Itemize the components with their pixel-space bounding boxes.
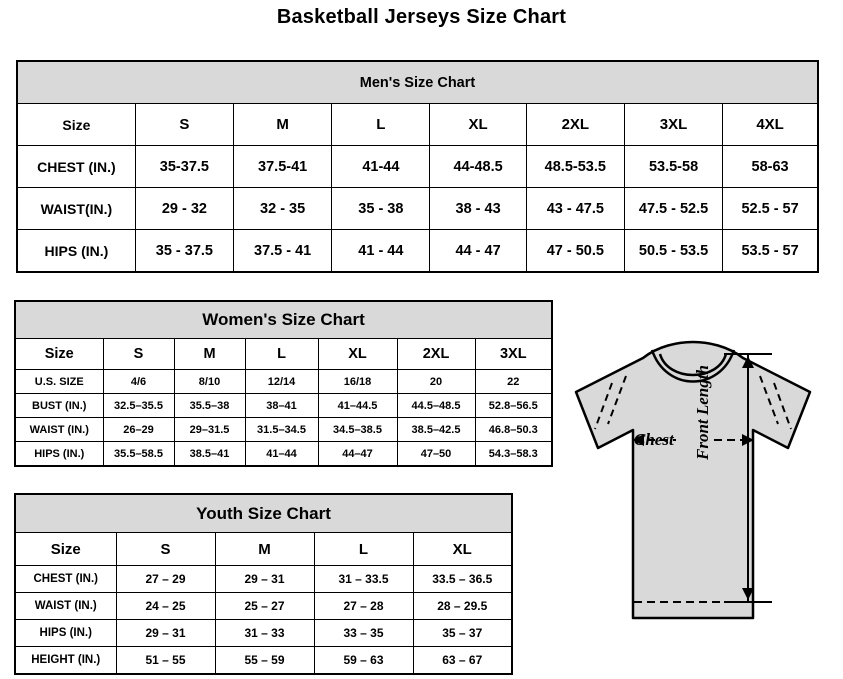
- cell-hips-s: 35 - 37.5: [135, 230, 233, 273]
- cell-waist-4xl: 52.5 - 57: [723, 188, 818, 230]
- cell-waist-2xl: 43 - 47.5: [526, 188, 624, 230]
- cell-hips-3xl: 50.5 - 53.5: [624, 230, 722, 273]
- column-header-s: S: [103, 339, 174, 370]
- row-label-hips: HIPS (IN.): [15, 442, 103, 467]
- mens-chart-caption: Men's Size Chart: [17, 61, 818, 104]
- cell-waist-l: 27 – 28: [314, 593, 413, 620]
- cell-waist-xl: 28 – 29.5: [413, 593, 512, 620]
- cell-waist-s: 26–29: [103, 418, 174, 442]
- table-row: [15, 566, 512, 593]
- column-header-size: Size: [17, 104, 135, 146]
- cell-bust-s: 32.5–35.5: [103, 394, 174, 418]
- row-label-chest: CHEST (IN.): [17, 146, 135, 188]
- cell-chest-4xl: 58-63: [723, 146, 818, 188]
- column-header-l: L: [245, 339, 318, 370]
- page-title: Basketball Jerseys Size Chart: [276, 6, 567, 28]
- cell-hips-s: 29 – 31: [116, 620, 215, 647]
- cell-hips-l: 41–44: [245, 442, 318, 467]
- table-caption-row: [15, 301, 552, 339]
- cell-us-size-2xl: 20: [397, 370, 475, 394]
- table-row: [17, 230, 818, 273]
- youth-chart-caption: Youth Size Chart: [15, 494, 512, 533]
- cell-chest-s: 27 – 29: [116, 566, 215, 593]
- row-label-us-size: U.S. SIZE: [15, 370, 103, 394]
- cell-chest-xl: 44-48.5: [430, 146, 526, 188]
- row-label-hips: HIPS (IN.): [17, 230, 135, 273]
- cell-bust-m: 35.5–38: [174, 394, 245, 418]
- column-header-4xl: 4XL: [723, 104, 818, 146]
- column-header-m: M: [215, 533, 314, 566]
- table-row: [15, 647, 512, 675]
- cell-hips-l: 41 - 44: [332, 230, 430, 273]
- cell-waist-3xl: 46.8–50.3: [475, 418, 552, 442]
- cell-bust-l: 38–41: [245, 394, 318, 418]
- cell-waist-m: 29–31.5: [174, 418, 245, 442]
- cell-height-m: 55 – 59: [215, 647, 314, 675]
- table-row: [17, 146, 818, 188]
- cell-waist-l: 35 - 38: [332, 188, 430, 230]
- cell-waist-s: 24 – 25: [116, 593, 215, 620]
- table-caption-row: [17, 61, 818, 104]
- cell-us-size-3xl: 22: [475, 370, 552, 394]
- cell-chest-s: 35-37.5: [135, 146, 233, 188]
- column-header-size: Size: [15, 339, 103, 370]
- cell-hips-3xl: 54.3–58.3: [475, 442, 552, 467]
- column-header-size: Size: [15, 533, 116, 566]
- table-header-row: [17, 104, 818, 146]
- table-header-row: [15, 533, 512, 566]
- cell-bust-2xl: 44.5–48.5: [397, 394, 475, 418]
- column-header-2xl: 2XL: [397, 339, 475, 370]
- table-row: [15, 593, 512, 620]
- cell-chest-2xl: 48.5-53.5: [526, 146, 624, 188]
- cell-waist-2xl: 38.5–42.5: [397, 418, 475, 442]
- front-length-measurement-label: Front Length: [693, 365, 712, 460]
- column-header-3xl: 3XL: [475, 339, 552, 370]
- row-label-chest: CHEST (IN.): [15, 566, 116, 593]
- row-label-waist: WAIST(IN.): [17, 188, 135, 230]
- cell-us-size-s: 4/6: [103, 370, 174, 394]
- cell-bust-xl: 41–44.5: [318, 394, 397, 418]
- cell-waist-l: 31.5–34.5: [245, 418, 318, 442]
- column-header-2xl: 2XL: [526, 104, 624, 146]
- cell-us-size-xl: 16/18: [318, 370, 397, 394]
- column-header-m: M: [234, 104, 332, 146]
- table-row: [17, 188, 818, 230]
- table-row: [15, 418, 552, 442]
- column-header-s: S: [135, 104, 233, 146]
- table-row: [15, 620, 512, 647]
- column-header-3xl: 3XL: [624, 104, 722, 146]
- cell-hips-l: 33 – 35: [314, 620, 413, 647]
- cell-hips-s: 35.5–58.5: [103, 442, 174, 467]
- cell-hips-4xl: 53.5 - 57: [723, 230, 818, 273]
- table-caption-row: [15, 494, 512, 533]
- column-header-xl: XL: [318, 339, 397, 370]
- cell-hips-xl: 35 – 37: [413, 620, 512, 647]
- cell-height-s: 51 – 55: [116, 647, 215, 675]
- cell-chest-m: 37.5-41: [234, 146, 332, 188]
- column-header-xl: XL: [413, 533, 512, 566]
- mens-size-chart-table: [16, 60, 819, 273]
- table-header-row: [15, 339, 552, 370]
- cell-hips-xl: 44 - 47: [430, 230, 526, 273]
- cell-hips-m: 31 – 33: [215, 620, 314, 647]
- womens-chart-caption: Women's Size Chart: [15, 301, 552, 339]
- row-label-waist: WAIST (IN.): [15, 593, 116, 620]
- cell-height-l: 59 – 63: [314, 647, 413, 675]
- cell-height-xl: 63 – 67: [413, 647, 512, 675]
- row-label-hips: HIPS (IN.): [15, 620, 116, 647]
- cell-hips-2xl: 47 - 50.5: [526, 230, 624, 273]
- cell-waist-xl: 34.5–38.5: [318, 418, 397, 442]
- cell-waist-m: 32 - 35: [234, 188, 332, 230]
- youth-size-chart-table: [14, 493, 513, 675]
- chest-measurement-label: Chest: [634, 430, 674, 449]
- cell-waist-3xl: 47.5 - 52.5: [624, 188, 722, 230]
- cell-waist-xl: 38 - 43: [430, 188, 526, 230]
- cell-chest-l: 41-44: [332, 146, 430, 188]
- row-label-height: HEIGHT (IN.): [15, 647, 116, 675]
- jersey-measurement-diagram: [548, 330, 838, 670]
- cell-bust-3xl: 52.8–56.5: [475, 394, 552, 418]
- cell-chest-3xl: 53.5-58: [624, 146, 722, 188]
- column-header-s: S: [116, 533, 215, 566]
- cell-chest-l: 31 – 33.5: [314, 566, 413, 593]
- table-row: [15, 442, 552, 467]
- table-row: [15, 370, 552, 394]
- cell-hips-xl: 44–47: [318, 442, 397, 467]
- cell-hips-m: 38.5–41: [174, 442, 245, 467]
- cell-waist-s: 29 - 32: [135, 188, 233, 230]
- cell-chest-m: 29 – 31: [215, 566, 314, 593]
- column-header-l: L: [314, 533, 413, 566]
- womens-size-chart-table: [14, 300, 553, 467]
- column-header-m: M: [174, 339, 245, 370]
- row-label-bust: BUST (IN.): [15, 394, 103, 418]
- row-label-waist: WAIST (IN.): [15, 418, 103, 442]
- cell-chest-xl: 33.5 – 36.5: [413, 566, 512, 593]
- cell-waist-m: 25 – 27: [215, 593, 314, 620]
- cell-us-size-m: 8/10: [174, 370, 245, 394]
- table-row: [15, 394, 552, 418]
- column-header-l: L: [332, 104, 430, 146]
- column-header-xl: XL: [430, 104, 526, 146]
- cell-us-size-l: 12/14: [245, 370, 318, 394]
- cell-hips-2xl: 47–50: [397, 442, 475, 467]
- cell-hips-m: 37.5 - 41: [234, 230, 332, 273]
